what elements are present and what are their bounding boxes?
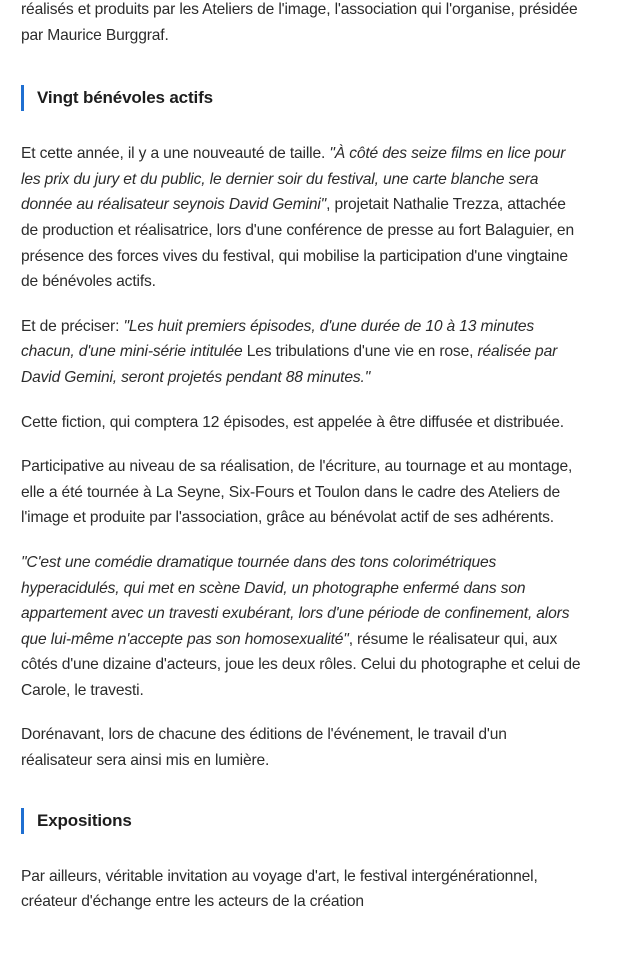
article-body [21,0,581,934]
paragraph-text: Cette fiction, qui comptera 12 épisodes, est appelée à être diffusée et distribuée. [21,413,564,431]
paragraph-text: réalisés et produits par les Ateliers de l'image, l'association qui l'organise, présidée par Maurice Burggraf. [21,1,578,44]
paragraph-text: Participative au niveau de sa réalisation, de l'écriture, au tournage et au montage, elle a été tournée à La Seyne, Six-Fours et Toulon dans le cadre des Ateliers de l'image et produite par l'association, grâce au bénévolat actif de ses adhérents. [21,458,573,527]
paragraph-text: Par ailleurs, véritable invitation au voyage d'art, le festival intergénérationnel, créateur d'échange entre les acteurs de la création [21,867,538,911]
paragraph-text: , résume le réalisateur qui, aux côtés d'une dizaine d'acteurs, joue les deux rôles. Celui du photographe et celui de Carole, le travesti. [21,630,581,699]
paragraph-text: , projetait Nathalie Trezza, attachée de production et réalisatrice, lors d'une conférence de presse au fort Balaguier, en présence des forces vives du festival, qui mobilise la participation d'une vingtaine de bénévoles actifs. [21,196,574,291]
section-heading-benevoles: Vingt bénévoles actifs [21,85,581,111]
paragraph-dorenavant [21,722,581,773]
paragraph-comedie [21,550,581,704]
paragraph-text: Dorénavant, lors de chacune des éditions de l'événement, le travail d'un réalisateur sera ainsi mis en lumière. [21,726,507,770]
paragraph-participative [21,454,581,531]
paragraph-ailleurs [21,864,581,915]
section-heading-expositions: Expositions [21,808,581,834]
quote-text: "C'est une comédie dramatique tournée dans des tons colorimétriques hyperacidulés, qui met en scène David, un photographe enfermé dans son appartement avec un travesti exubérant, lors d'une période de confinement, alors que lui-même n'accepte pas son homosexualité" [21,553,570,648]
paragraph-fiction [21,410,581,436]
paragraph-intro [21,0,581,48]
quote-text: réalisée par David Gemini, seront projetés pendant 88 minutes." [21,343,558,386]
paragraph-preciser [21,314,581,391]
quote-text: "Les huit premiers épisodes, d'une durée de 10 à 13 minutes chacun, d'une mini-série intitulée [21,317,535,361]
paragraph-nouveaute [21,141,581,295]
series-title: Les tribulations d'une vie en rose, [242,343,478,361]
paragraph-text: Et cette année, il y a une nouveauté de taille. [21,145,330,163]
quote-text: "À côté des seize films en lice pour les prix du jury et du public, le dernier soir du festival, une carte blanche sera donnée au réalisateur seynois David Gemini" [21,145,566,214]
paragraph-text: Et de préciser: [21,317,124,335]
